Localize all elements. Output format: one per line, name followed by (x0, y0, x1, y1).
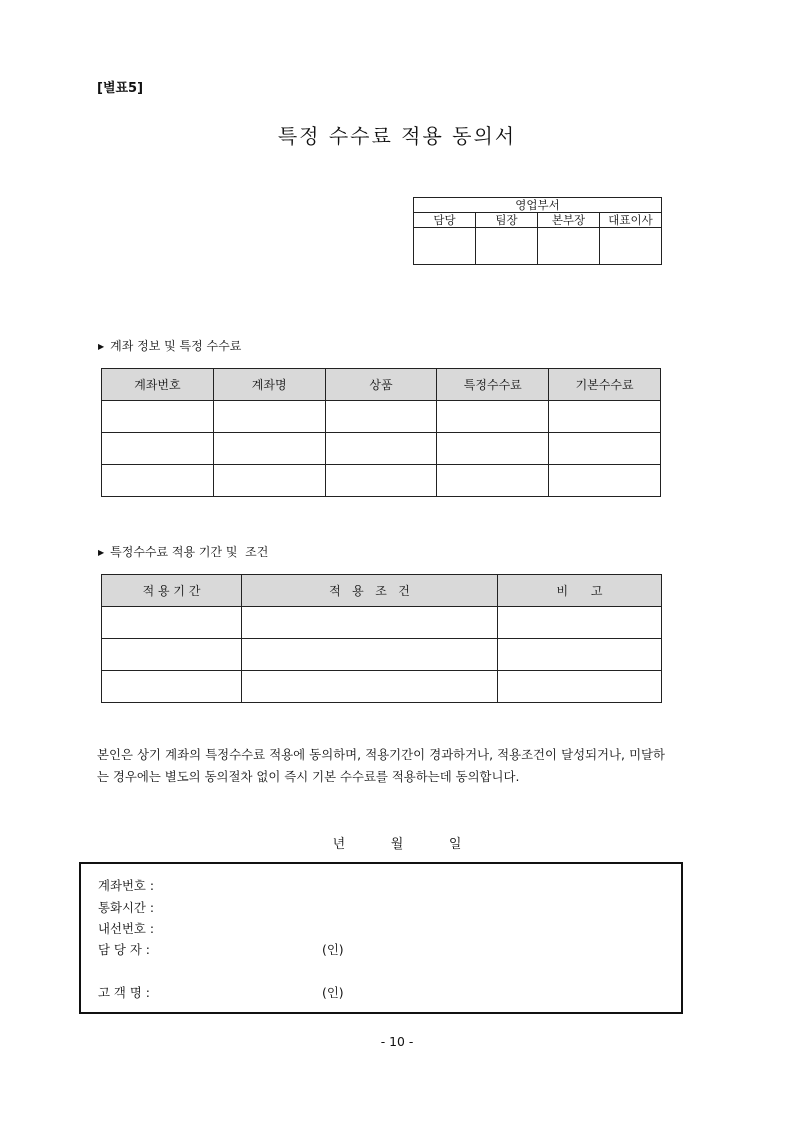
approval-table (413, 197, 662, 265)
table-row (102, 433, 661, 465)
table-cell[interactable] (102, 607, 242, 639)
section2-heading-text: 특정수수료 적용 기간 및 조건 (110, 545, 269, 559)
table-cell[interactable] (213, 465, 325, 497)
approval-role: 팀장 (476, 213, 538, 228)
extension-label: 내선번호 : (98, 921, 154, 936)
table-cell[interactable] (437, 465, 549, 497)
table-cell[interactable] (498, 607, 662, 639)
column-header: 적 용 기 간 (102, 575, 242, 607)
annex-tag: [별표5] (97, 81, 144, 96)
column-header: 계좌명 (213, 369, 325, 401)
table-row (102, 671, 662, 703)
table-cell[interactable] (498, 639, 662, 671)
table-cell[interactable] (102, 465, 214, 497)
column-header: 기본수수료 (549, 369, 661, 401)
column-header: 비 고 (498, 575, 662, 607)
approval-sign-cell[interactable] (476, 228, 538, 265)
signature-box (79, 862, 683, 1014)
table-cell[interactable] (549, 401, 661, 433)
page-number: - 10 - (380, 1034, 414, 1049)
account-fee-table (101, 368, 661, 497)
column-header: 특정수수료 (437, 369, 549, 401)
table-cell[interactable] (102, 639, 242, 671)
triangle-bullet-icon: ▶ (98, 342, 105, 351)
approval-department: 영업부서 (414, 198, 662, 213)
column-header: 적 용 조 건 (242, 575, 498, 607)
staff-row (98, 940, 658, 958)
staff-seal[interactable]: (인) (322, 942, 344, 957)
table-cell[interactable] (242, 639, 498, 671)
table-cell[interactable] (213, 433, 325, 465)
approval-role: 담당 (414, 213, 476, 228)
table-cell[interactable] (325, 401, 437, 433)
approval-sign-cell[interactable] (414, 228, 476, 265)
table-cell[interactable] (102, 671, 242, 703)
table-cell[interactable] (213, 401, 325, 433)
table-cell[interactable] (549, 465, 661, 497)
table-cell[interactable] (242, 607, 498, 639)
table-row (102, 607, 662, 639)
period-condition-table (101, 574, 662, 703)
table-cell[interactable] (437, 433, 549, 465)
account-no-row (98, 876, 154, 894)
table-cell[interactable] (102, 401, 214, 433)
date-month: 월 (390, 837, 404, 852)
customer-seal[interactable]: (인) (322, 985, 344, 1000)
approval-role: 대표이사 (600, 213, 662, 228)
table-cell[interactable] (549, 433, 661, 465)
customer-row (98, 983, 658, 1001)
table-cell[interactable] (102, 433, 214, 465)
date-line (0, 833, 794, 852)
document-title: 특정 수수료 적용 동의서 (277, 124, 517, 148)
approval-sign-cell[interactable] (538, 228, 600, 265)
account-no-label: 계좌번호 : (98, 878, 154, 893)
extension-row (98, 919, 154, 937)
section1-heading (98, 337, 241, 354)
column-header: 계좌번호 (102, 369, 214, 401)
table-cell[interactable] (498, 671, 662, 703)
table-cell[interactable] (242, 671, 498, 703)
call-time-row (98, 898, 154, 916)
date-year: 년 (332, 837, 346, 852)
section1-heading-text: 계좌 정보 및 특정 수수료 (110, 339, 242, 353)
table-cell[interactable] (325, 465, 437, 497)
section2-heading (98, 543, 268, 560)
staff-label: 담 당 자 : (98, 942, 150, 957)
column-header: 상품 (325, 369, 437, 401)
approval-sign-cell[interactable] (600, 228, 662, 265)
table-cell[interactable] (437, 401, 549, 433)
table-row (102, 639, 662, 671)
consent-statement: 본인은 상기 계좌의 특정수수료 적용에 동의하며, 적용기간이 경과하거나, 적용조건이 달성되거나, 미달하는 경우에는 별도의 동의절차 없이 즉시 기본 수수료를 적용하는데 동의합니다. (97, 747, 665, 784)
approval-role: 본부장 (538, 213, 600, 228)
table-cell[interactable] (325, 433, 437, 465)
table-row (102, 465, 661, 497)
date-day: 일 (448, 837, 462, 852)
triangle-bullet-icon: ▶ (98, 548, 105, 557)
call-time-label: 통화시간 : (98, 900, 154, 915)
table-row (102, 401, 661, 433)
customer-label: 고 객 명 : (98, 985, 150, 1000)
